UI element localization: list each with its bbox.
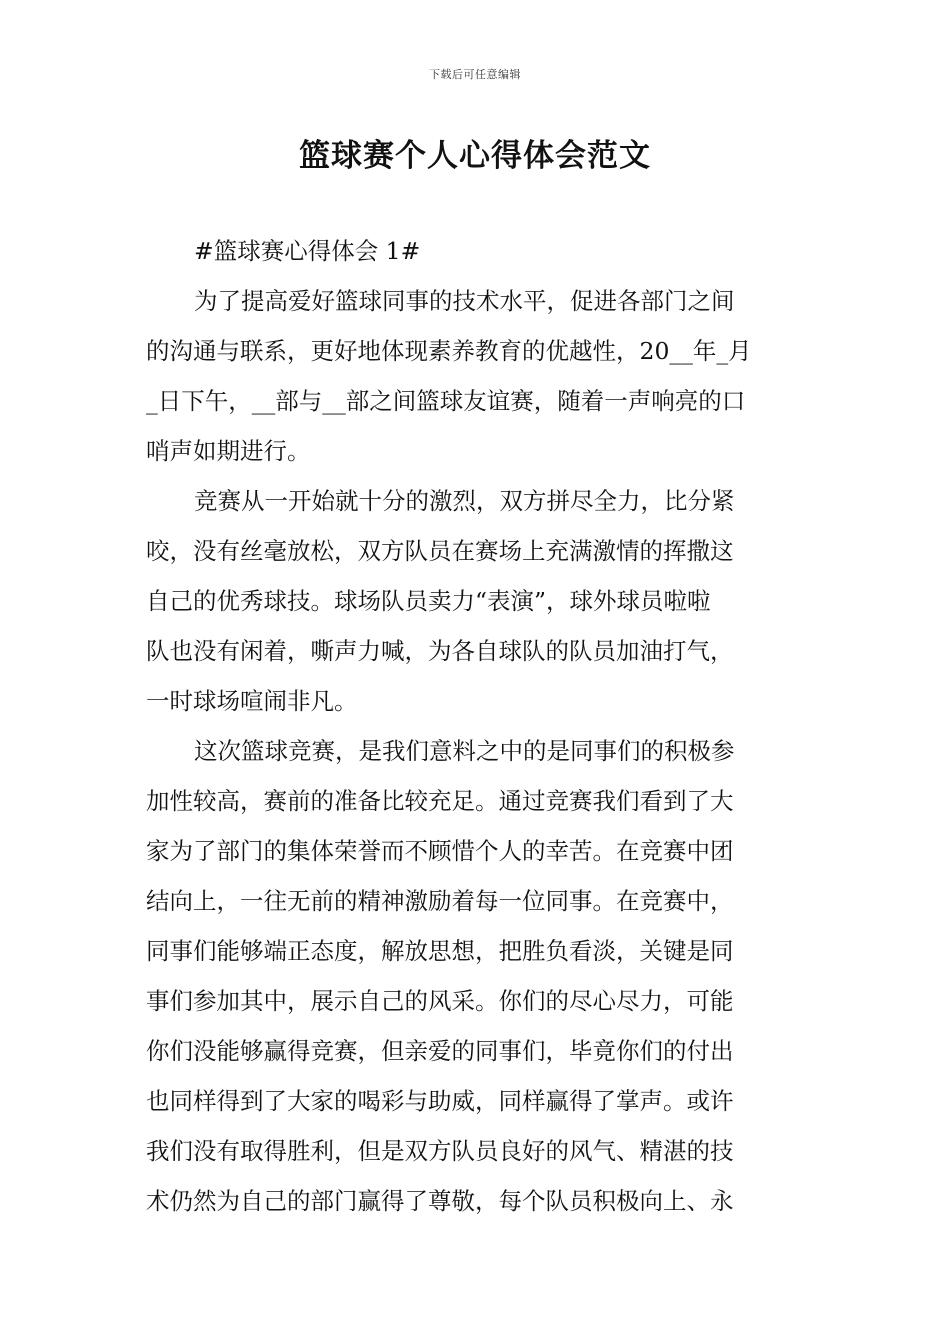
paragraph-line: _日下午，__部与__部之间篮球友谊赛，随着一声响亮的口: [146, 387, 746, 415]
paragraph-line: 一时球场喧闹非凡。: [146, 687, 358, 715]
paragraph-line: 为了提高爱好篮球同事的技术水平，促进各部门之间: [194, 287, 735, 315]
document-body: [146, 226, 806, 1226]
section-heading: #篮球赛心得体会 1#: [194, 237, 421, 265]
paragraph-line: 竞赛从一开始就十分的激烈，双方拼尽全力，比分紧: [194, 487, 735, 515]
paragraph-line: 加性较高，赛前的准备比较充足。通过竞赛我们看到了大: [146, 787, 734, 815]
document-title: 篮球赛个人心得体会范文: [299, 138, 651, 174]
paragraph-line: 也同样得到了大家的喝彩与助威，同样赢得了掌声。或许: [146, 1087, 734, 1115]
header-note: 下载后可任意编辑: [429, 68, 521, 81]
paragraph-line: 同事们能够端正态度，解放思想，把胜负看淡，关键是同: [146, 937, 734, 965]
paragraph-line: 你们没能够赢得竞赛，但亲爱的同事们，毕竟你们的付出: [146, 1037, 734, 1065]
paragraph-line: 队也没有闲着，嘶声力喊，为各自球队的队员加油打气，: [146, 637, 734, 665]
paragraph-line: 咬，没有丝毫放松，双方队员在赛场上充满激情的挥撒这: [146, 537, 734, 565]
paragraph-line: 我们没有取得胜利，但是双方队员良好的风气、精湛的技: [146, 1137, 734, 1165]
paragraph-line: 术仍然为自己的部门赢得了尊敬，每个队员积极向上、永: [146, 1187, 734, 1215]
paragraph-line: 事们参加其中，展示自己的风采。你们的尽心尽力，可能: [146, 987, 734, 1015]
paragraph-line: 自己的优秀球技。球场队员卖力“表演”，球外球员啦啦: [146, 587, 711, 615]
paragraph-line: 的沟通与联系，更好地体现素养教育的优越性，20__年_月: [146, 337, 752, 365]
paragraph-line: 这次篮球竞赛，是我们意料之中的是同事们的积极参: [194, 737, 735, 765]
paragraph-line: 结向上，一往无前的精神激励着每一位同事。在竞赛中，: [146, 887, 734, 915]
paragraph-line: 家为了部门的集体荣誉而不顾惜个人的幸苦。在竞赛中团: [146, 837, 734, 865]
paragraph-line: 哨声如期进行。: [146, 437, 311, 465]
